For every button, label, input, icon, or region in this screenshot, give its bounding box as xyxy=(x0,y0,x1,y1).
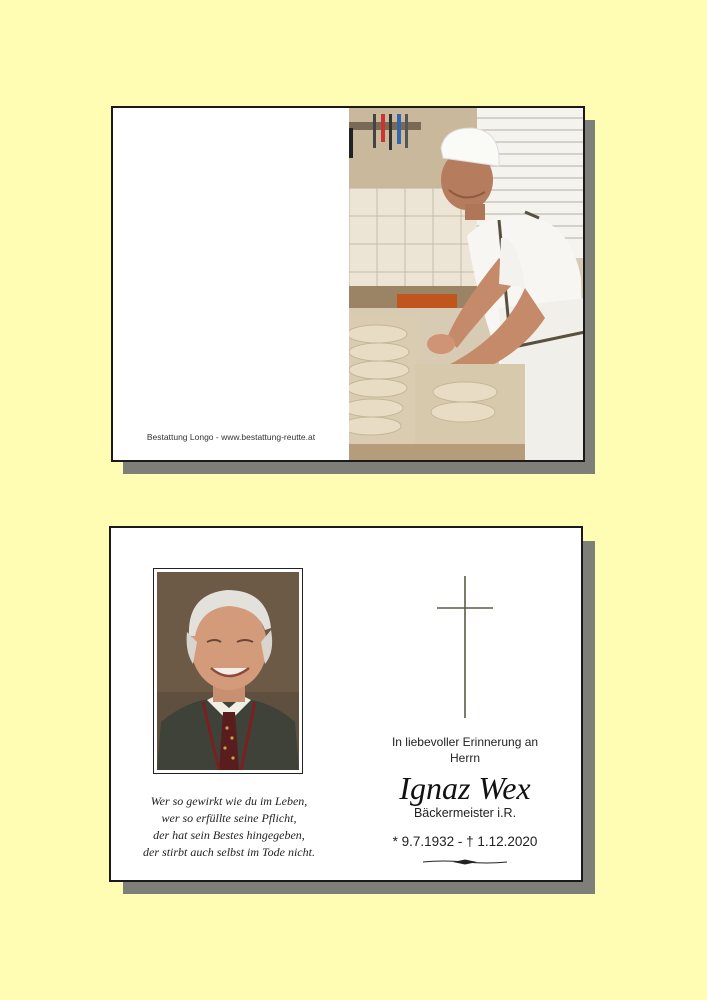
portrait-photo xyxy=(157,572,299,770)
cross-icon xyxy=(437,576,493,718)
blank-panel xyxy=(113,108,349,460)
funeral-home-credit: Bestattung Longo - www.bestattung-reutte.at xyxy=(146,432,316,442)
deceased-name: Ignaz Wex xyxy=(399,770,531,806)
memorial-poem xyxy=(111,793,347,861)
ornament-divider-icon xyxy=(423,859,507,865)
bakery-photo xyxy=(349,108,585,460)
poem-line: der stirbt auch selbst im Tode nicht. xyxy=(143,845,315,859)
life-dates: * 9.7.1932 - † 1.12.2020 xyxy=(392,834,538,849)
poem-line: Wer so gewirkt wie du im Leben, xyxy=(150,794,308,808)
intro-text: In liebevoller Erinnerung an xyxy=(391,735,539,749)
poem-line: der hat sein Bestes hingegeben, xyxy=(153,828,305,842)
card-outer-side xyxy=(111,106,585,462)
memorial-text xyxy=(347,734,583,870)
portrait-photo-frame xyxy=(153,568,303,774)
salutation-text: Herrn xyxy=(449,751,480,765)
poem-line: wer so erfüllte seine Pflicht, xyxy=(161,811,297,825)
card-inner-side xyxy=(109,526,583,882)
deceased-title: Bäckermeister i.R. xyxy=(413,806,517,820)
